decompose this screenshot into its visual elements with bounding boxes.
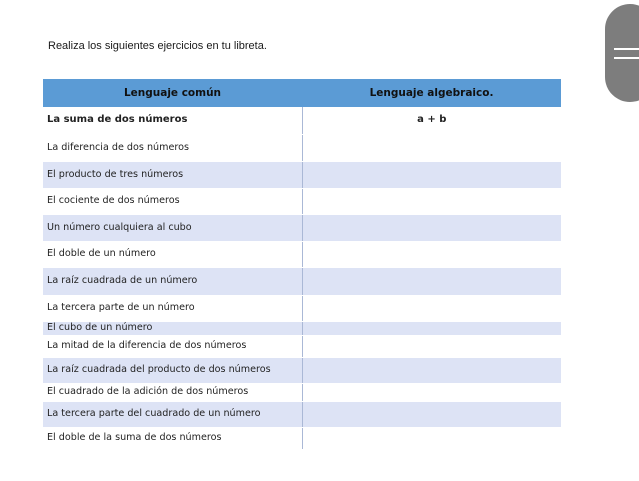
header-algebraic-language: Lenguaje algebraico. [302, 79, 561, 107]
algebraic-answer-cell [302, 161, 561, 188]
table-row [43, 214, 561, 241]
algebraic-answer-cell [302, 401, 561, 427]
algebraic-answer-cell [302, 335, 561, 357]
table-row [43, 134, 561, 161]
header-common-language: Lenguaje común [43, 79, 302, 107]
common-language-cell: El doble de un número [43, 241, 302, 267]
algebraic-answer-cell [302, 357, 561, 383]
table-row [43, 241, 561, 267]
common-language-cell: La tercera parte de un número [43, 295, 302, 321]
common-language-cell: La raíz cuadrada de un número [43, 267, 302, 295]
common-language-cell: El cubo de un número [43, 321, 302, 335]
common-language-cell: Un número cualquiera al cubo [43, 214, 302, 241]
common-language-cell: La mitad de la diferencia de dos números [43, 335, 302, 357]
algebraic-answer-cell [302, 295, 561, 321]
common-language-cell: El producto de tres números [43, 161, 302, 188]
common-language-cell: El cuadrado de la adición de dos números [43, 383, 302, 401]
algebraic-answer-cell [302, 383, 561, 401]
algebraic-answer-cell [302, 241, 561, 267]
table-row [43, 357, 561, 383]
table-row [43, 188, 561, 214]
side-menu-tab[interactable] [605, 4, 639, 102]
algebraic-answer-cell [302, 321, 561, 335]
algebraic-answer-cell [302, 188, 561, 214]
table-row [43, 161, 561, 188]
common-language-cell: El doble de la suma de dos números [43, 427, 302, 449]
table-row [43, 267, 561, 295]
algebraic-answer-cell [302, 214, 561, 241]
table-row [43, 321, 561, 335]
common-language-cell: El cociente de dos números [43, 188, 302, 214]
common-language-cell: La diferencia de dos números [43, 134, 302, 161]
common-language-cell: La raíz cuadrada del producto de dos números [43, 357, 302, 383]
table-row [43, 335, 561, 357]
algebraic-answer-cell [302, 134, 561, 161]
table-row [43, 295, 561, 321]
table-header-row [43, 79, 561, 107]
table-row [43, 427, 561, 449]
algebraic-answer-cell: a + b [302, 107, 561, 134]
table-row [43, 401, 561, 427]
table-row [43, 383, 561, 401]
common-language-cell: La tercera parte del cuadrado de un número [43, 401, 302, 427]
algebraic-answer-cell [302, 267, 561, 295]
common-language-cell: La suma de dos números [43, 107, 302, 134]
instruction-text: Realiza los siguientes ejercicios en tu libreta. [48, 40, 267, 52]
table-row [43, 107, 561, 134]
algebraic-answer-cell [302, 427, 561, 449]
exercise-table [43, 79, 561, 450]
